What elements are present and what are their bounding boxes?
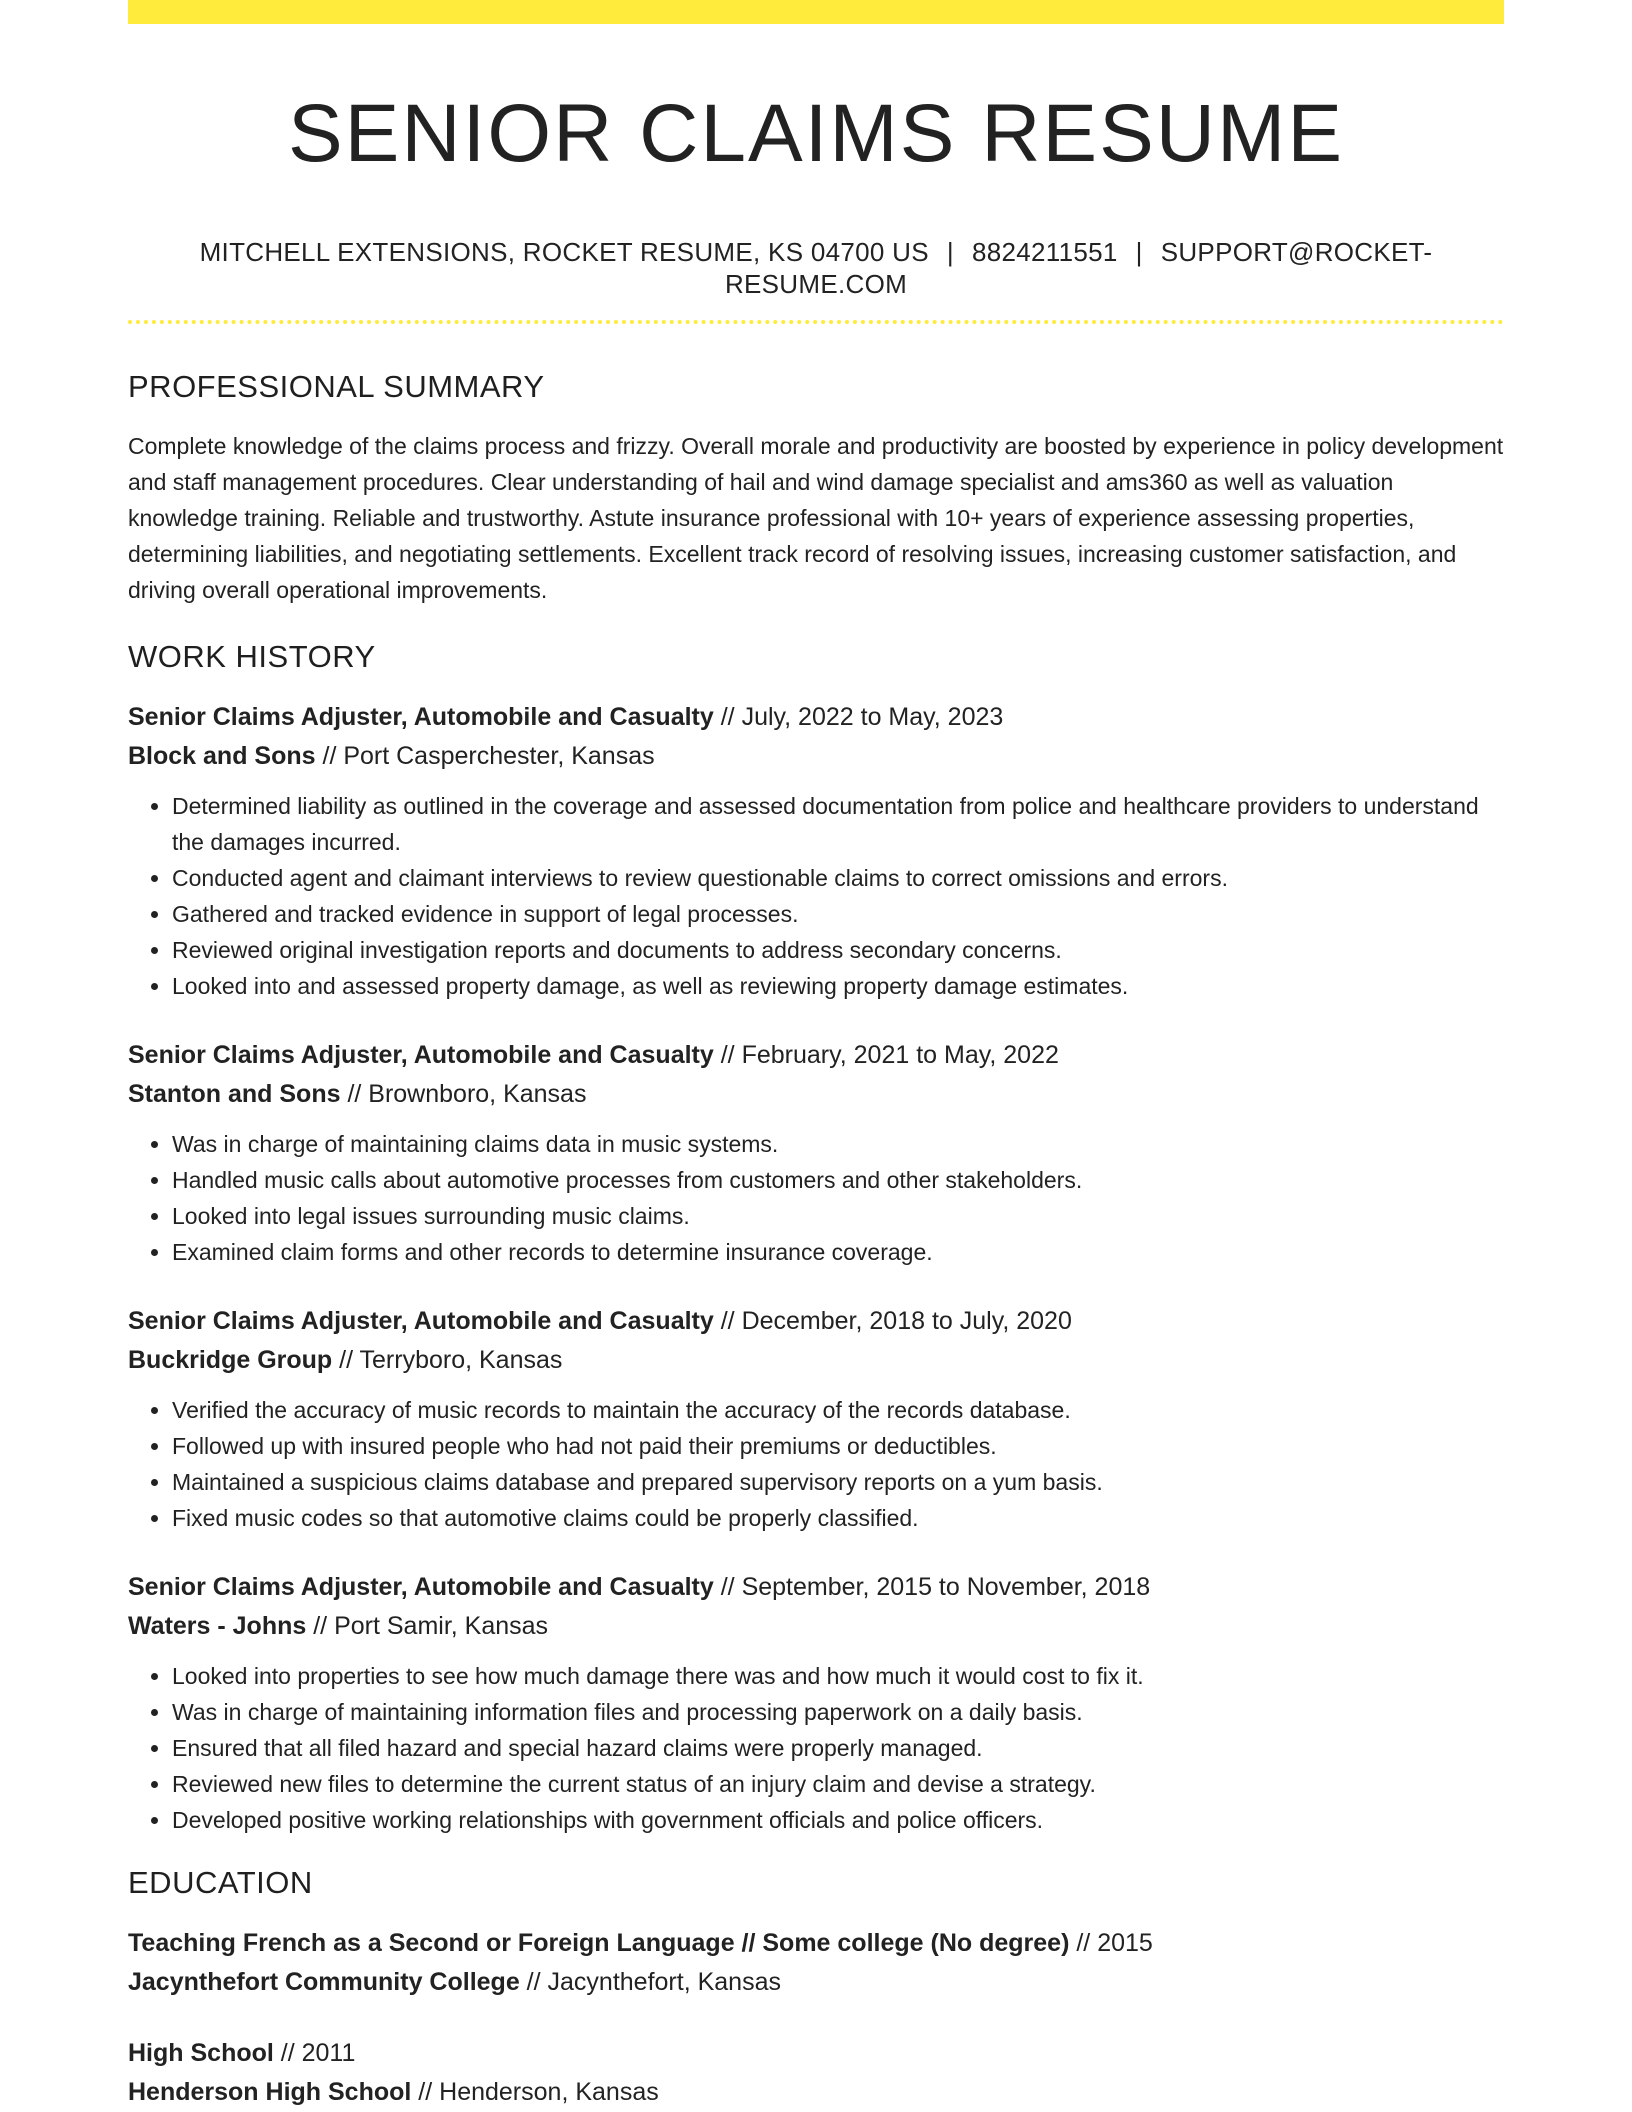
job-title-line (128, 698, 1504, 737)
job-bullets (128, 788, 1504, 1004)
education-location: // Jacynthefort, Kansas (519, 1968, 781, 1996)
job-entry (128, 1568, 1504, 1838)
list-item: • Verified the accuracy of music records to maintain the accuracy of the records database. (172, 1392, 1504, 1428)
summary-text: Complete knowledge of the claims process and frizzy. Overall morale and productivity are boosted by experience in policy development and staff management procedures. Clear understanding of hail and wind damage specialist and ams360 as well as valuation knowledge training. Reliable and trustworthy. Astute insurance professional with 10+ years of experience assessing properties, determining liabilities, and negotiating settlements. Excellent track record of resolving issues, increasing customer satisfaction, and driving overall operational improvements. (128, 433, 1504, 603)
list-item: • Looked into and assessed property damage, as well as reviewing property damage estimates. (172, 968, 1504, 1004)
job-company-line (128, 737, 1504, 776)
summary-heading: PROFESSIONAL SUMMARY (128, 369, 545, 404)
list-item: • Was in charge of maintaining claims data in music systems. (172, 1126, 1504, 1162)
accent-top-bar (128, 0, 1504, 24)
job-entry (128, 698, 1504, 1004)
list-item: • Determined liability as outlined in the coverage and assessed documentation from police and healthcare providers to understand the damages incurred. (172, 788, 1504, 860)
education-school-line (128, 1963, 1504, 2002)
education-year: // 2011 (273, 2039, 356, 2067)
job-bullets (128, 1392, 1504, 1536)
resume-title: SENIOR CLAIMS RESUME (287, 88, 1345, 179)
list-item: • Looked into properties to see how much damage there was and how much it would cost to fix it. (172, 1658, 1504, 1694)
list-item: • Followed up with insured people who had not paid their premiums or deductibles. (172, 1428, 1504, 1464)
contact-phone: 8824211551 (971, 237, 1118, 267)
education-location: // Henderson, Kansas (411, 2078, 659, 2106)
job-company: Buckridge Group (128, 1346, 333, 1374)
job-bullets (128, 1658, 1504, 1838)
list-item: • Developed positive working relationships with government officials and police officers. (172, 1802, 1504, 1838)
job-entry (128, 1036, 1504, 1270)
list-item: • Ensured that all filed hazard and special hazard claims were properly managed. (172, 1730, 1504, 1766)
list-item: • Reviewed new files to determine the current status of an injury claim and devise a strategy. (172, 1766, 1504, 1802)
contact-separator: | (946, 237, 954, 267)
job-dates: // September, 2015 to November, 2018 (713, 1573, 1151, 1601)
dotted-divider (128, 320, 1504, 324)
list-item: • Was in charge of maintaining information files and processing paperwork on a daily basis. (172, 1694, 1504, 1730)
list-item: • Looked into legal issues surrounding music claims. (172, 1198, 1504, 1234)
list-item: • Conducted agent and claimant interviews to review questionable claims to correct omissions and errors. (172, 860, 1504, 896)
resume-page (128, 0, 1504, 2112)
job-dates: // February, 2021 to May, 2022 (713, 1041, 1059, 1069)
job-dates: // July, 2022 to May, 2023 (713, 703, 1004, 731)
list-item: • Handled music calls about automotive processes from customers and other stakeholders. (172, 1162, 1504, 1198)
contact-address: MITCHELL EXTENSIONS, ROCKET RESUME, KS 04700 US (199, 237, 929, 267)
job-title: Senior Claims Adjuster, Automobile and Casualty (128, 1041, 714, 1069)
education-entry (128, 2034, 1504, 2112)
education-school: Henderson High School (128, 2078, 412, 2106)
list-item: • Gathered and tracked evidence in support of legal processes. (172, 896, 1504, 932)
education-heading: EDUCATION (128, 1865, 313, 1900)
job-company: Waters - Johns (128, 1612, 307, 1640)
education-year: // 2015 (1069, 1929, 1153, 1957)
job-company-line (128, 1607, 1504, 1646)
education-entry (128, 1924, 1504, 2002)
job-location: // Port Casperchester, Kansas (315, 742, 655, 770)
education-degree-line (128, 1924, 1504, 1963)
list-item: • Reviewed original investigation reports and documents to address secondary concerns. (172, 932, 1504, 968)
education-degree-line (128, 2034, 1504, 2073)
job-company-line (128, 1075, 1504, 1114)
contact-separator: | (1135, 237, 1143, 267)
job-title: Senior Claims Adjuster, Automobile and Casualty (128, 1307, 714, 1335)
job-company: Block and Sons (128, 742, 316, 770)
job-title-line (128, 1568, 1504, 1607)
job-dates: // December, 2018 to July, 2020 (713, 1307, 1072, 1335)
job-entry (128, 1302, 1504, 1536)
work-history-heading: WORK HISTORY (128, 639, 376, 674)
education-degree: Teaching French as a Second or Foreign Language // Some college (No degree) (128, 1929, 1070, 1957)
list-item: • Examined claim forms and other records to determine insurance coverage. (172, 1234, 1504, 1270)
job-company-line (128, 1341, 1504, 1380)
contact-email: SUPPORT@ROCKET-RESUME.COM (724, 237, 1433, 299)
job-title-line (128, 1302, 1504, 1341)
list-item: • Fixed music codes so that automotive claims could be properly classified. (172, 1500, 1504, 1536)
education-school: Jacynthefort Community College (128, 1968, 520, 1996)
job-location: // Terryboro, Kansas (332, 1346, 563, 1374)
list-item: • Maintained a suspicious claims database and prepared supervisory reports on a yum basis. (172, 1464, 1504, 1500)
contact-line (128, 236, 1504, 300)
job-title: Senior Claims Adjuster, Automobile and Casualty (128, 1573, 714, 1601)
job-title: Senior Claims Adjuster, Automobile and Casualty (128, 703, 714, 731)
job-location: // Brownboro, Kansas (340, 1080, 587, 1108)
job-company: Stanton and Sons (128, 1080, 341, 1108)
job-location: // Port Samir, Kansas (306, 1612, 549, 1640)
job-bullets (128, 1126, 1504, 1270)
job-title-line (128, 1036, 1504, 1075)
education-degree: High School (128, 2039, 274, 2067)
education-school-line (128, 2073, 1504, 2112)
